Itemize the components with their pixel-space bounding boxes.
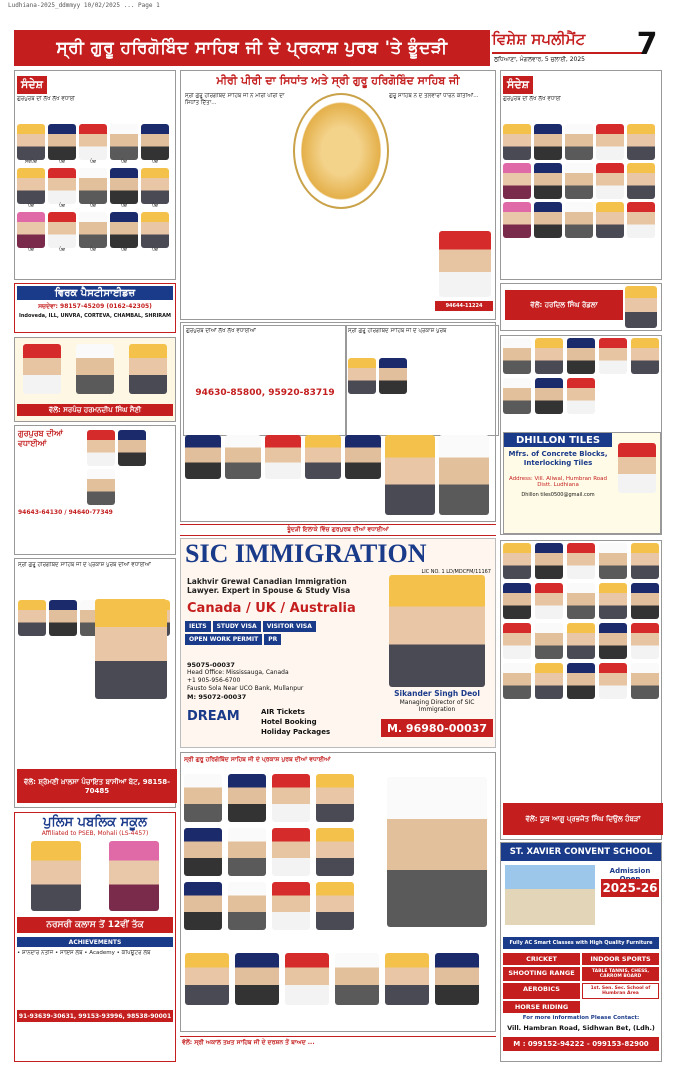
dream-services — [261, 707, 330, 737]
kisan-heading: ਗੁਰਪੁਰਬ ਦੀਆਂ ਵਧਾਈਆਂ — [18, 429, 63, 448]
portrait-photo — [567, 378, 595, 414]
sandesh-label-right: ਸੰਦੇਸ਼ — [503, 76, 533, 94]
sandesh-right-text: ਗੁਰਪੁਰਬ ਦੀ ਲੱਖ ਲੱਖ ਵਧਾਈ — [503, 96, 561, 102]
photo-tile — [48, 124, 76, 165]
portrait-photo — [225, 435, 261, 479]
feature-col-2: ਗੁਰੂ ਸਾਹਿਬ ਨੇ ਦੋ ਤਲਵਾਰਾਂ ਧਾਰਨ ਕੀਤੀਆਂ... — [389, 93, 479, 99]
sic-person: Sikander Singh Deol — [394, 689, 480, 698]
left-sandesh-2-text: ਸ੍ਰੀ ਗੁਰੂ ਹਰਿਗੋਬਿੰਦ ਸਾਹਿਬ ਜੀ ਦੇ ਪ੍ਰਕਾਸ਼ ਪੁਰਬ ਦੀਆਂ ਵਧਾਈਆਂ — [18, 562, 151, 568]
right-ad-3 — [500, 335, 662, 535]
portrait-photo — [316, 828, 354, 876]
portrait-photo — [316, 882, 354, 930]
portrait-photo — [235, 953, 279, 1005]
photo-caption: ਪੰਚ — [152, 160, 158, 165]
xavier-year: 2025-26 — [602, 881, 658, 895]
portrait-photo — [535, 623, 563, 659]
portrait-photo — [48, 124, 76, 160]
right-photos-mid — [500, 540, 662, 840]
photo-caption: ਪੰਚ — [152, 248, 158, 253]
sic-office: Head Office: Mississauga, Canada — [187, 669, 289, 676]
portrait-photo — [141, 168, 169, 204]
sic-address: Fausto Sola Near UCO Bank, Mullanpur — [187, 685, 304, 692]
portrait-photo — [48, 168, 76, 204]
police-school-list: • ਸ਼ਾਨਦਾਰ ਨਤੀਜੇ • ਸਾਇੰਸ ਲੈਬ • Academy • ਕੰਪਿਊਟਰ ਲੈਬ — [17, 950, 151, 956]
gurjeet-ad — [345, 325, 499, 436]
sic-service-study: STUDY VISA — [213, 621, 261, 632]
portrait-photo — [272, 774, 310, 822]
photo-tile — [110, 168, 138, 209]
supplement-label: ਵਿਸ਼ੇਸ਼ ਸਪਲੀਮੈਂਟ — [492, 30, 642, 54]
photo-grid-left — [17, 124, 173, 253]
portrait-photo — [79, 124, 107, 160]
portrait-photo — [631, 583, 659, 619]
photo-tile — [17, 168, 45, 209]
guru-portrait — [293, 93, 389, 209]
portrait-photo — [503, 124, 531, 160]
sandesh-text: ਗੁਰਪੁਰਬ ਦੀ ਲੱਖ ਲੱਖ ਵਧਾਈ — [17, 96, 75, 102]
sic-services — [185, 621, 381, 645]
police-school-ad — [14, 812, 176, 1062]
mittal-text: ਗੁਰਪੁਰਬ ਦੀਆਂ ਲੱਖ ਲੱਖ ਵਧਾਈਆਂ — [186, 328, 256, 334]
pesticides-phone: ਸਚਦੇਵਾ: 98157-45209 (0162-42305) — [38, 303, 152, 310]
portrait-photo — [503, 543, 531, 579]
feature-article — [180, 70, 496, 320]
center-bottom-heading: ਸ੍ਰੀ ਗੁਰੂ ਹਰਿਗੋਬਿੰਦ ਸਾਹਿਬ ਜੀ ਦੇ ਪ੍ਰਕਾਸ਼ ਪੁਰਬ ਦੀਆਂ ਵਧਾਈਆਂ — [184, 756, 331, 763]
portrait-photo — [285, 953, 329, 1005]
portrait-photo — [534, 202, 562, 238]
portrait-photo — [129, 344, 167, 394]
sic-director-photo — [389, 575, 485, 687]
police-school-phone: 91-93639-30631, 99153-93996, 98538-90001 — [17, 1010, 173, 1022]
portrait-photo — [379, 358, 407, 394]
portrait-photo — [385, 435, 435, 515]
portrait-photo — [596, 163, 624, 199]
portrait-photo — [599, 338, 627, 374]
portrait-photo — [565, 124, 593, 160]
portrait-photo — [17, 124, 45, 160]
portrait-photo — [565, 163, 593, 199]
portrait-photo — [49, 600, 77, 636]
kisan-photos — [87, 430, 175, 505]
police-school-affil: Affiliated to PSEB, Mohali (LS-4457) — [41, 830, 149, 837]
photo-tile — [79, 168, 107, 209]
masthead-banner: ਸ੍ਰੀ ਗੁਰੂ ਹਰਿਗੋਬਿੰਦ ਸਾਹਿਬ ਜੀ ਦੇ ਪ੍ਰਕਾਸ਼ ਪੁਰਬ 'ਤੇ ਭੂੰਦੜੀ — [14, 30, 490, 66]
portrait-photo — [596, 124, 624, 160]
xavier-admission: Admission — [609, 867, 651, 875]
sic-phone1: 95075-00037 — [187, 661, 235, 669]
photo-tile — [79, 212, 107, 253]
sport-indoor: INDOOR SPORTS — [582, 953, 659, 965]
sic-tagline: Lakhvir Grewal Canadian Immigration Lawyer. Expert in Spouse & Study Visa — [187, 577, 351, 595]
portrait-photo — [87, 469, 115, 505]
xavier-sports — [503, 953, 659, 1013]
photo-caption: ਪੰਚ — [59, 160, 65, 165]
xavier-addr: Vill. Hambran Road, Sidhwan Bet, (Ldh.) — [507, 1024, 655, 1032]
dream-service-air: AIR Tickets — [261, 708, 305, 716]
portrait-photo — [503, 663, 531, 699]
portrait-photo — [567, 623, 595, 659]
photo-tile — [17, 212, 45, 253]
portrait-photo — [503, 163, 531, 199]
right-ad-2 — [500, 283, 662, 331]
photo-caption: ਪੰਚ — [28, 204, 34, 209]
portrait-photo — [385, 953, 429, 1005]
photo-caption: ਪੰਚ — [90, 248, 96, 253]
sic-title: SIC IMMIGRATION — [185, 539, 427, 568]
photo-tile — [17, 124, 45, 165]
page-slug: Ludhiana-2025_ddmmyy 10/02/2025 ... Page 1 — [8, 2, 160, 9]
portrait-photo — [109, 841, 159, 911]
sic-service-work: OPEN WORK PERMIT — [185, 634, 262, 645]
sic-phone2: +1 905-956-6700 — [187, 677, 241, 684]
dhillon-title: DHILLON TILES — [504, 433, 612, 447]
left-column-sandesh — [14, 70, 176, 280]
portrait-photo — [110, 168, 138, 204]
sic-person-role: Managing Director of SIC Immigration — [399, 699, 475, 713]
portrait-photo — [228, 828, 266, 876]
police-school-photos — [17, 841, 173, 911]
author-phone: 94644-11224 — [435, 301, 493, 311]
portrait-photo — [625, 286, 657, 328]
center-sandesh-bottom — [180, 752, 496, 1032]
portrait-photo — [503, 378, 531, 414]
sport-cricket: CRICKET — [503, 953, 580, 965]
portrait-photo — [335, 953, 379, 1005]
xavier-school-ad — [500, 842, 662, 1062]
xavier-title: ST. XAVIER CONVENT SCHOOL — [501, 843, 661, 861]
portrait-photo — [631, 543, 659, 579]
portrait-photo — [535, 338, 563, 374]
portrait-photo — [184, 882, 222, 930]
sic-service-pr: PR — [264, 634, 281, 645]
sport-first-school: 1st. Sen. Sec. School of Humbran Area — [582, 983, 659, 999]
portrait-photo — [596, 202, 624, 238]
portrait-photo — [272, 882, 310, 930]
portrait-photo — [141, 212, 169, 248]
sport-shooting: SHOOTING RANGE — [503, 967, 580, 981]
right-ad-3-photos — [503, 338, 659, 414]
sport-aerobics: AEROBICS — [503, 983, 580, 999]
portrait-photo — [184, 774, 222, 822]
xavier-contact: For more information Please Contact: — [522, 1015, 640, 1021]
portrait-photo — [534, 124, 562, 160]
portrait-photo — [631, 338, 659, 374]
portrait-photo — [439, 435, 489, 515]
portrait-photo — [567, 543, 595, 579]
sic-immigration-ad — [180, 538, 496, 748]
portrait-photo — [631, 663, 659, 699]
feature-title: ਮੀਰੀ ਪੀਰੀ ਦਾ ਸਿਧਾਂਤ ਅਤੇ ਸ੍ਰੀ ਗੁਰੂ ਹਰਿਗੋਬਿੰਦ ਸਾਹਿਬ ਜੀ — [216, 74, 460, 87]
portrait-photo — [567, 338, 595, 374]
portrait-photo — [110, 212, 138, 248]
right-column-sandesh — [500, 70, 662, 280]
police-school-features: ACHIEVEMENTS — [17, 937, 173, 947]
xavier-facility: Fully AC Smart Classes with High Quality Furniture — [503, 937, 659, 949]
portrait-photo — [599, 663, 627, 699]
dhillon-sub: Mfrs. of Concrete Blocks, Interlocking Tiles — [508, 450, 608, 467]
kisan-text: 94643-64130 / 94640-77349 — [18, 509, 113, 516]
portrait-photo — [185, 953, 229, 1005]
portrait-photo — [185, 435, 221, 479]
left-sandesh-2 — [14, 558, 176, 808]
page-number: 7 — [636, 27, 658, 62]
photo-tile — [141, 124, 169, 165]
portrait-photo — [631, 623, 659, 659]
sic-service-ielts: IELTS — [185, 621, 211, 632]
portrait-photo — [76, 344, 114, 394]
portrait-photo — [228, 774, 266, 822]
portrait-photo — [79, 168, 107, 204]
photo-caption: ਪੰਚ — [121, 160, 127, 165]
center-bottom-photos — [184, 774, 374, 930]
photo-tile — [141, 212, 169, 253]
khalsa-from-label: ਵੱਲੋਂ: ਸ਼੍ਰੋਮਣੀ ਖ਼ਾਲਸਾ ਪੰਚਾਇਤ ਬਾਸੀਆਂ ਬੇਟ, 98158-70485 — [17, 769, 177, 803]
photo-tile — [48, 212, 76, 253]
portrait-photo — [535, 543, 563, 579]
red-strip: ਭੂੰਦੜੀ ਇਲਾਕੇ ਵਿੱਚ ਗੁਰਪੁਰਬ ਦੀਆਂ ਵਧਾਈਆਂ — [180, 524, 496, 536]
xavier-phone: M : 099152-94222 - 099153-82900 — [503, 1037, 659, 1051]
sic-countries: Canada / UK / Australia — [187, 601, 356, 616]
portrait-photo — [535, 583, 563, 619]
mittal-ad — [183, 325, 347, 436]
gurjeet-photos — [348, 358, 496, 394]
portrait-photo — [503, 583, 531, 619]
portrait-photo — [17, 168, 45, 204]
dhillon-email: Dhillon tiles0500@gmail.com — [521, 492, 595, 498]
photo-caption: ਪੰਚ — [90, 160, 96, 165]
portrait-photo — [17, 212, 45, 248]
portrait-photo — [305, 435, 341, 479]
saini-photos — [17, 344, 173, 394]
sandesh-label: ਸੰਦੇਸ਼ — [17, 76, 47, 94]
portrait-photo — [535, 378, 563, 414]
saini-from-label: ਵੱਲੋਂ: ਸਰਪੰਚ ਹਰਮਨਦੀਪ ਸਿੰਘ ਸੈਣੀ — [17, 404, 173, 416]
photo-caption: ਸਰਪੰਚ — [25, 160, 37, 165]
featured-portrait — [95, 599, 167, 699]
portrait-photo — [23, 344, 61, 394]
dhillon-addr: Address: Vill. Aliwal, Humbran Road Distt. Ludhiana — [508, 476, 608, 488]
sic-mphone: M: 95072-00037 — [187, 693, 247, 701]
portrait-photo — [565, 202, 593, 238]
portrait-photo — [118, 430, 146, 466]
gurjeet-text: ਸ੍ਰੀ ਗੁਰੂ ਹਰਿਗੋਬਿੰਦ ਸਾਹਿਬ ਜੀ ਦੇ ਪ੍ਰਕਾਸ਼ ਪੁਰਬ — [348, 328, 447, 334]
dream-logo: DREAM — [187, 709, 240, 724]
portrait-photo — [627, 163, 655, 199]
portrait-photo — [503, 623, 531, 659]
photo-tile — [79, 124, 107, 165]
center-photo-row — [185, 435, 495, 515]
portrait-photo — [31, 841, 81, 911]
center-ad-block — [180, 322, 496, 522]
photo-tile — [110, 212, 138, 253]
saini-ad — [14, 337, 176, 422]
portrait-photo — [184, 828, 222, 876]
portrait-photo — [599, 543, 627, 579]
photo-caption: ਪੰਚ — [121, 248, 127, 253]
portrait-photo — [503, 338, 531, 374]
footer-strip: ਵੱਲੋਂ: ਸ੍ਰੀ ਅਕਾਲ ਤਖ਼ਤ ਸਾਹਿਬ ਜੀ ਦੇ ਦਰਸ਼ਨ ਤੋਂ ਬਾਅਦ ... — [180, 1036, 496, 1060]
portrait-photo — [567, 583, 595, 619]
portrait-photo — [503, 202, 531, 238]
center-bottom-row — [185, 953, 491, 1005]
pesticides-ad — [14, 283, 176, 333]
photo-caption: ਪੰਚ — [90, 204, 96, 209]
photo-caption: ਪੰਚ — [59, 248, 65, 253]
portrait-photo — [627, 202, 655, 238]
right-photos-mid-grid — [503, 543, 659, 699]
kisan-ad — [14, 425, 176, 555]
portrait-photo — [567, 663, 595, 699]
sic-lic: LIC NO. 1 LD/MDCFM/11167 — [421, 569, 491, 575]
portrait-photo — [272, 828, 310, 876]
portrait-photo — [316, 774, 354, 822]
dream-service-holiday: Holiday Packages — [261, 728, 331, 736]
photo-caption: ਪੰਚ — [121, 204, 127, 209]
photo-caption: ਪੰਚ — [152, 204, 158, 209]
pesticides-title: ਵਿਰਕ ਪੈਸਟੀਸਾਈਡਜ਼ — [17, 286, 173, 300]
xavier-building — [505, 865, 595, 925]
portrait-photo — [141, 124, 169, 160]
pesticides-brands: Indoveda, ILL, UNVRA, CORTEVA, CHAMBAL, SHRIRAM — [18, 313, 172, 319]
police-school-classes: ਨਰਸਰੀ ਕਲਾਸ ਤੋਂ 12ਵੀਂ ਤੱਕ — [17, 917, 173, 933]
portrait-photo — [535, 663, 563, 699]
portrait-photo — [48, 212, 76, 248]
sport-table-tennis: TABLE TANNIS, CHESS, CARROM BOARD — [582, 967, 659, 981]
photo-tile — [110, 124, 138, 165]
portrait-photo — [265, 435, 301, 479]
mittal-phone: 94630-85800, 95920-83719 — [195, 388, 335, 398]
portrait-photo — [618, 443, 656, 493]
feature-col-1: ਸ੍ਰੀ ਗੁਰੂ ਹਰਿਗੋਬਿੰਦ ਸਾਹਿਬ ਜੀ ਨੇ ਮੀਰੀ ਪੀਰੀ ਦਾ ਸਿਧਾਂਤ ਦਿੱਤਾ... — [185, 93, 285, 106]
photo-caption: ਪੰਚ — [59, 204, 65, 209]
portrait-photo — [18, 600, 46, 636]
dateline: ਲੁਧਿਆਣਾ, ਮੰਗਲਵਾਰ, 5 ਜੁਲਾਈ, 2025 — [494, 56, 585, 63]
featured-portrait — [387, 777, 487, 927]
portrait-photo — [79, 212, 107, 248]
photo-tile — [48, 168, 76, 209]
portrait-photo — [348, 358, 376, 394]
deol-from-label: ਵੱਲੋਂ: ਯੂਥ ਆਗੂ ਪ੍ਰਭਜੋਤ ਸਿੰਘ ਦਿਉਲ ਹੰਬੜਾਂ — [503, 803, 663, 835]
photo-tile — [141, 168, 169, 209]
photo-grid-right — [503, 124, 659, 238]
portrait-photo — [627, 124, 655, 160]
portrait-photo — [599, 583, 627, 619]
photo-caption: ਪੰਚ — [28, 248, 34, 253]
right-ad-2-label: ਵੱਲੋਂ: ਹਰਦਿਲ ਸਿੰਘ ਰੋਡਲਾ — [505, 290, 623, 320]
sport-horse: HORSE RIDING — [503, 1001, 580, 1013]
portrait-photo — [345, 435, 381, 479]
sic-mobile: M. 96980-00037 — [381, 719, 493, 737]
dream-service-hotel: Hotel Booking — [261, 718, 317, 726]
portrait-photo — [534, 163, 562, 199]
portrait-photo — [87, 430, 115, 466]
portrait-photo — [228, 882, 266, 930]
sic-service-visitor: VISITOR VISA — [263, 621, 316, 632]
portrait-photo — [110, 124, 138, 160]
portrait-photo — [435, 953, 479, 1005]
author-portrait — [439, 231, 491, 297]
police-school-title: ਪੁਲਿਸ ਪਬਲਿਕ ਸਕੂਲ — [43, 815, 147, 830]
dhillon-tiles-ad — [503, 432, 661, 534]
portrait-photo — [599, 623, 627, 659]
